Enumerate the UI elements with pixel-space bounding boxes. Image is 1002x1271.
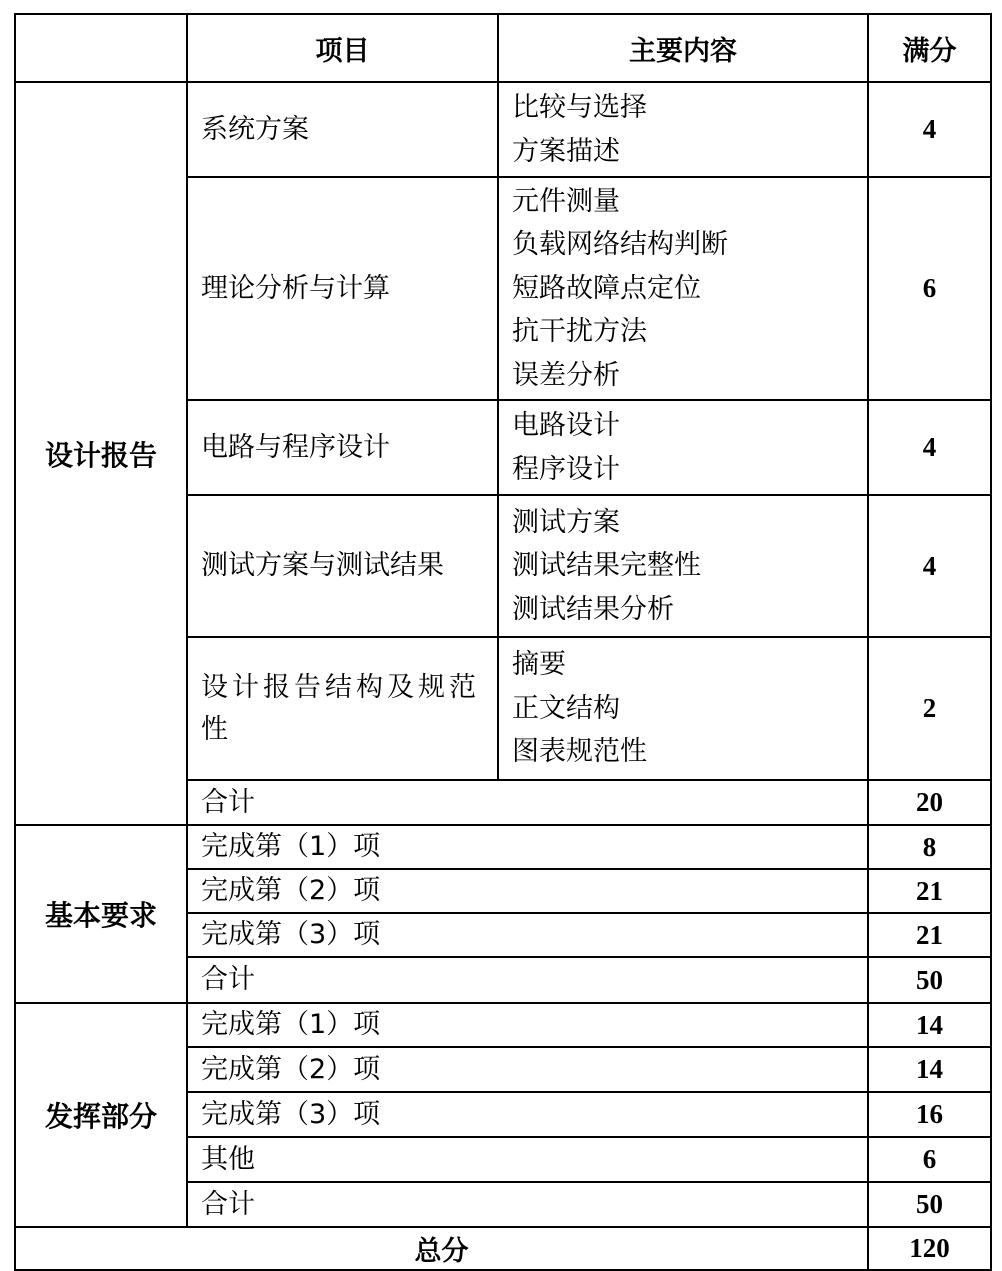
content-line: 抗干扰方法 [512, 316, 647, 348]
row-item: 测试方案与测试结果 [187, 495, 498, 637]
subtotal-score: 50 [868, 957, 991, 1003]
content-line: 测试方案 [512, 506, 620, 538]
content-line: 电路设计 [512, 410, 620, 441]
row-item: 系统方案 [187, 82, 498, 177]
table-row [15, 82, 991, 177]
subtotal-score: 20 [868, 780, 991, 825]
grand-total-label: 总分 [15, 1227, 868, 1270]
group-label-basic-requirements: 基本要求 [15, 825, 187, 1003]
header-score: 满分 [868, 14, 991, 82]
content-line: 短路故障点定位 [512, 272, 701, 304]
grand-total-score: 120 [868, 1227, 991, 1270]
row-item: 其他 [187, 1137, 868, 1182]
row-score: 16 [868, 1092, 991, 1137]
subtotal-label: 合计 [187, 780, 868, 825]
row-score: 6 [868, 177, 991, 400]
row-score: 8 [868, 825, 991, 869]
header-row [15, 14, 991, 82]
content-line: 正文结构 [512, 692, 620, 724]
row-content [498, 177, 868, 400]
row-score: 21 [868, 913, 991, 957]
table-row [15, 825, 991, 869]
content-line: 图表规范性 [512, 736, 647, 768]
row-content [498, 495, 868, 637]
row-content [498, 400, 868, 495]
content-line: 比较与选择 [512, 92, 647, 123]
header-item: 项目 [187, 14, 498, 82]
content-line: 负载网络结构判断 [512, 229, 728, 261]
content-line: 程序设计 [512, 453, 620, 485]
row-item: 完成第（3）项 [187, 1092, 868, 1137]
subtotal-label: 合计 [187, 957, 868, 1003]
content-line: 元件测量 [512, 185, 620, 217]
row-content [498, 637, 868, 780]
table-row [15, 1003, 991, 1047]
content-line: 摘要 [512, 649, 566, 681]
grand-total-row [15, 1227, 991, 1270]
row-item: 电路与程序设计 [187, 400, 498, 495]
row-score: 4 [868, 400, 991, 495]
row-score: 6 [868, 1137, 991, 1182]
row-score: 14 [868, 1047, 991, 1092]
content-line: 测试结果分析 [512, 593, 674, 625]
row-score: 4 [868, 82, 991, 177]
row-score: 2 [868, 637, 991, 780]
header-content: 主要内容 [498, 14, 868, 82]
row-item: 完成第（1）项 [187, 825, 868, 869]
row-score: 21 [868, 869, 991, 913]
row-item: 完成第（3）项 [187, 913, 868, 957]
row-item: 完成第（2）项 [187, 869, 868, 913]
row-content [498, 82, 868, 177]
row-item: 设计报告结构及规范性 [187, 637, 498, 780]
content-line: 测试结果完整性 [512, 550, 701, 582]
subtotal-label: 合计 [187, 1182, 868, 1227]
row-item: 完成第（2）项 [187, 1047, 868, 1092]
row-item: 理论分析与计算 [187, 177, 498, 400]
scoring-table [14, 13, 992, 1271]
content-line: 误差分析 [512, 359, 620, 391]
group-label-design-report: 设计报告 [15, 82, 187, 825]
row-score: 4 [868, 495, 991, 637]
row-item: 完成第（1）项 [187, 1003, 868, 1047]
subtotal-score: 50 [868, 1182, 991, 1227]
row-score: 14 [868, 1003, 991, 1047]
content-line: 方案描述 [512, 135, 620, 167]
header-blank-cell [15, 14, 187, 82]
group-label-extension: 发挥部分 [15, 1003, 187, 1227]
